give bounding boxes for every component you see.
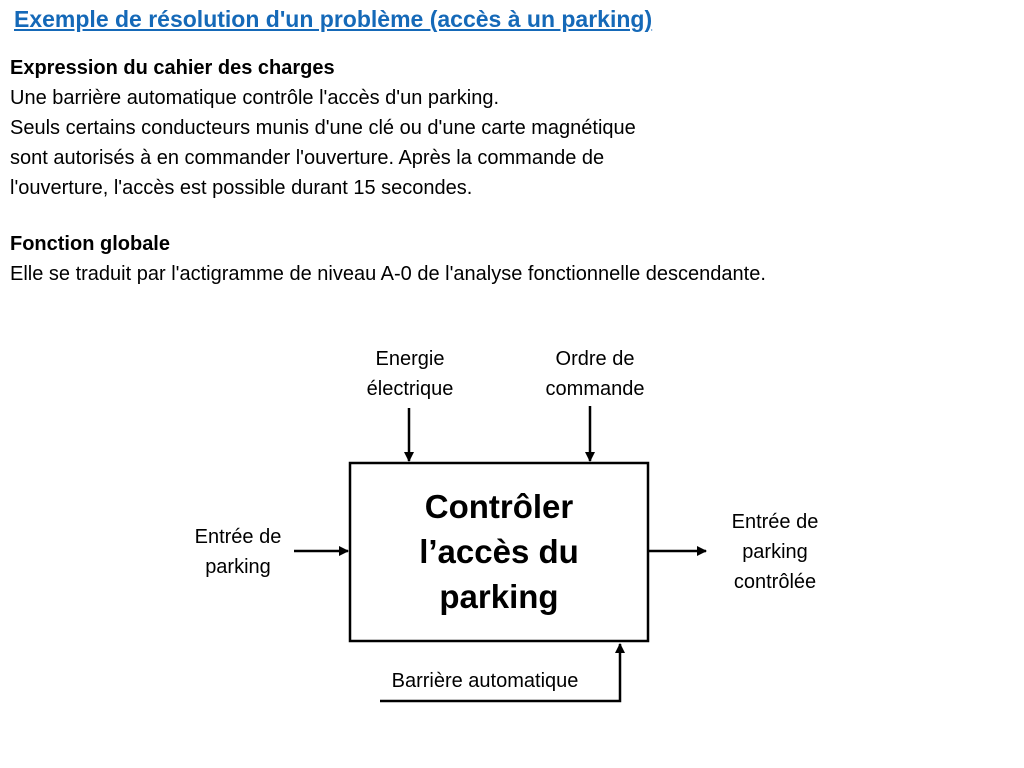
output-label: Entrée de parking contrôlée <box>731 511 819 593</box>
function-label: Contrôler l’accès du parking <box>419 488 579 615</box>
global-function-line: Elle se traduit par l'actigramme de niveau A-0 de l'analyse fonctionnelle descendante. <box>10 263 766 285</box>
specification-line: Seuls certains conducteurs munis d'une clé ou d'une carte magnétique <box>10 117 636 139</box>
specification-line: Une barrière automatique contrôle l'accès d'un parking. <box>10 87 500 109</box>
specification-line: l'ouverture, l'accès est possible durant 15 secondes. <box>10 177 473 199</box>
input-label: Entrée de parking <box>194 526 282 578</box>
mechanism-label: Barrière automatique <box>391 670 579 692</box>
specification-line: sont autorisés à en commander l'ouverture. Après la commande de <box>10 147 605 169</box>
specification-heading: Expression du cahier des charges <box>10 57 335 79</box>
control-label-command: Ordre de commande <box>545 348 645 400</box>
page-title: Exemple de résolution d'un problème (accès à un parking) <box>14 6 653 32</box>
control-label-energy: Energie électrique <box>366 348 454 400</box>
global-function-heading: Fonction globale <box>10 233 170 255</box>
